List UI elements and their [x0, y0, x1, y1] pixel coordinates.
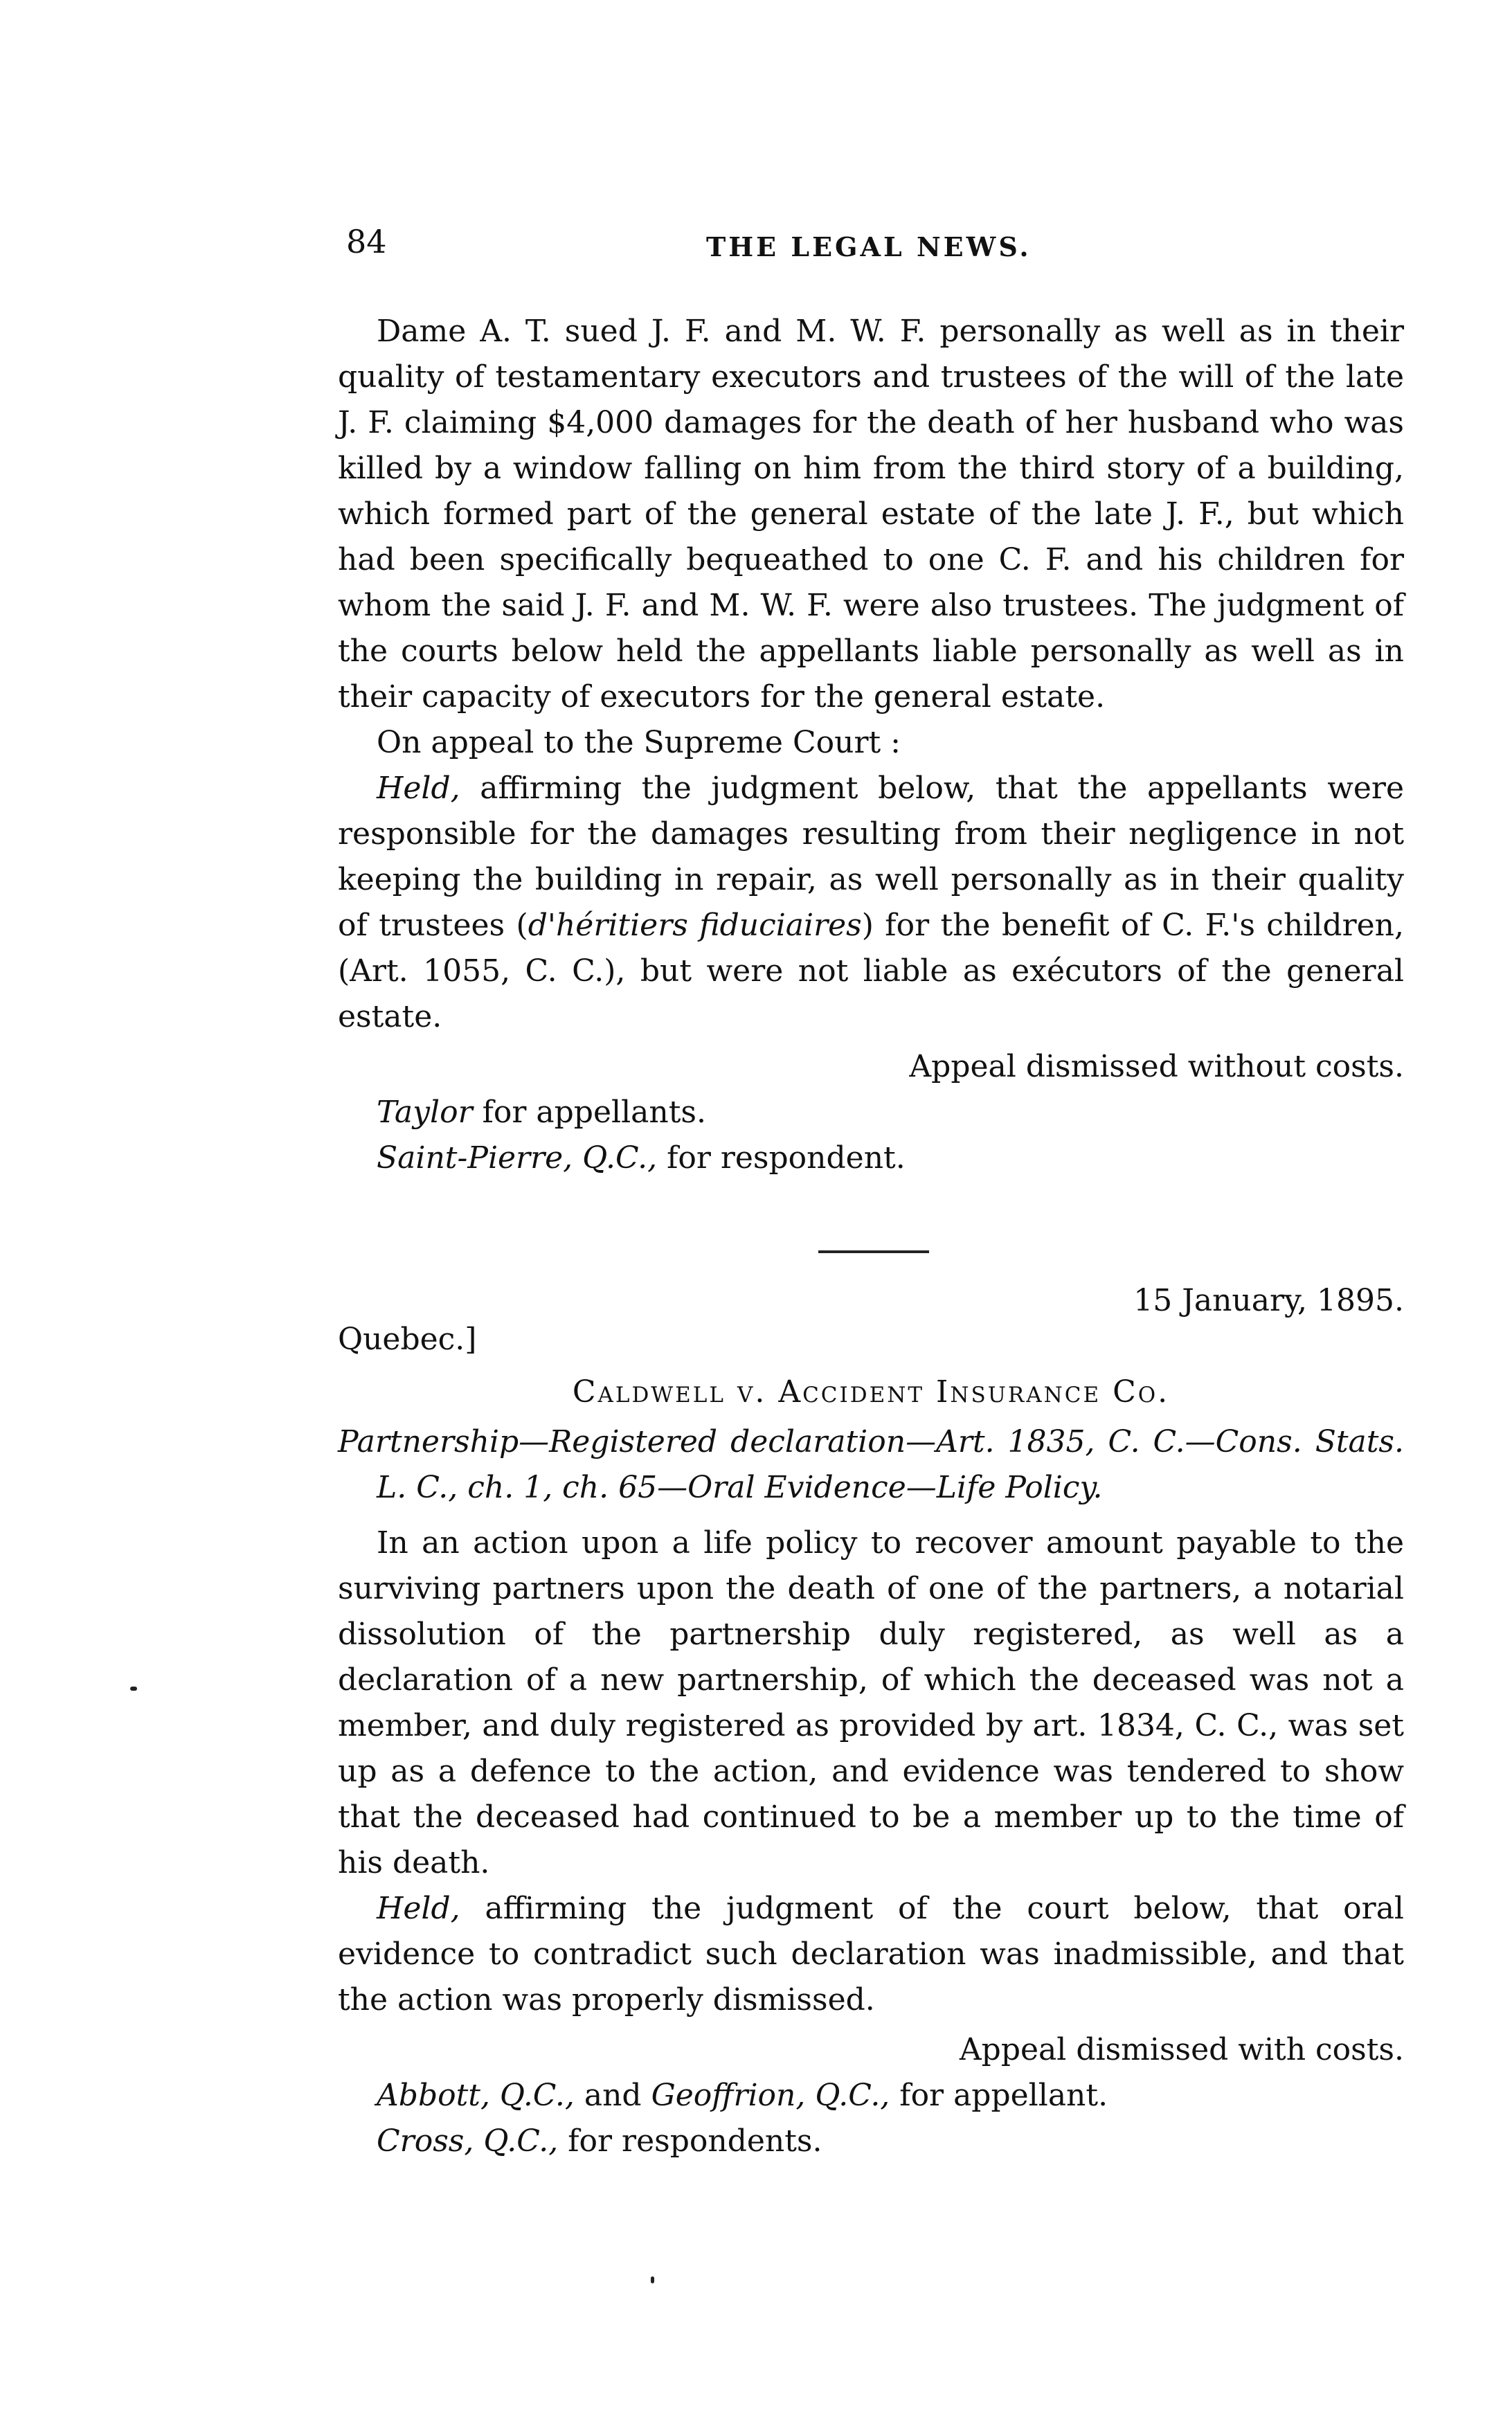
section-divider — [818, 1250, 929, 1253]
case-one-summary: Dame A. T. sued J. F. and M. W. F. personally as well as in their quality of testamentary executors and trustees of the will of the late J. F. claiming $4,000 damages for the death of her husband who was killed by a window falling on him from the third story of a building, which formed part of the general estate of the late J. F., but which had been specifically bequeathed to one C. F. and his children for whom the said J. F. and M. W. F. were also trustees. The judgment of the courts below held the appellants liable personally as well as in their capacity of executors for the general estate. — [338, 314, 1404, 715]
case-two-date: 15 January, 1895. — [1133, 1283, 1404, 1318]
case-two-title: Caldwell v. Accident Insurance Co. — [572, 1374, 1170, 1410]
case-one-holding: Held, affirming the judgment below, that the appellants were responsible for the damages resulting from their negligence in not keeping the building in repair, as well personally as in their quality of trustees (d'héritiers fiduciaires) for the benefit of C. F.'s children, (Art. 1055, C. C.), but were not liable as exécutors of the general estate. — [338, 771, 1404, 1034]
case-one-disposition: Appeal dismissed without costs. — [909, 1049, 1404, 1084]
case-two-court: Quebec.] — [338, 1322, 477, 1357]
case-one-counsel-respondent: Saint-Pierre, Q.C., for respondent. — [377, 1140, 906, 1176]
scan-speck — [130, 1687, 137, 1691]
case-two-summary: In an action upon a life policy to recover amount payable to the surviving partners upon the death of one of the partners, a notarial dissolution of the partnership duly registered, as well as a declaration of a new partnership, of which the deceased was not a member, and duly registered as provided by art. 1834, C. C., was set up as a defence to the action, and evidence was tendered to show that the deceased had continued to be a member up to the time of his death. — [338, 1525, 1404, 1880]
page-header — [346, 223, 1398, 264]
case-two-headnote: Partnership—Registered declaration—Art. 1835, C. C.—Cons. Stats. L. C., ch. 1, ch. 65—Oral Evidence—Life Policy. — [338, 1424, 1404, 1505]
case-two — [338, 1278, 1404, 2164]
case-one-appeal-intro: On appeal to the Supreme Court : — [377, 725, 901, 760]
case-two-holding: Held, affirming the judgment of the court below, that oral evidence to contradict such declaration was inadmissible, and that the action was properly dismissed. — [338, 1891, 1404, 2018]
held-label: Held, — [377, 771, 460, 806]
case-two-counsel-appellant: Abbott, Q.C., and Geoffrion, Q.C., for appellant. — [377, 2078, 1108, 2113]
running-title: THE LEGAL NEWS. — [706, 231, 1032, 262]
case-two-counsel-respondents: Cross, Q.C., for respondents. — [377, 2123, 822, 2159]
held-label: Held, — [377, 1891, 460, 1926]
scan-speck — [651, 2276, 654, 2283]
case-one — [338, 309, 1404, 1181]
held-term: d'héritiers fiduciaires — [528, 908, 862, 943]
case-two-disposition: Appeal dismissed with costs. — [959, 2032, 1404, 2067]
page-number: 84 — [346, 223, 387, 260]
case-one-counsel-appellants: Taylor for appellants. — [377, 1095, 706, 1130]
